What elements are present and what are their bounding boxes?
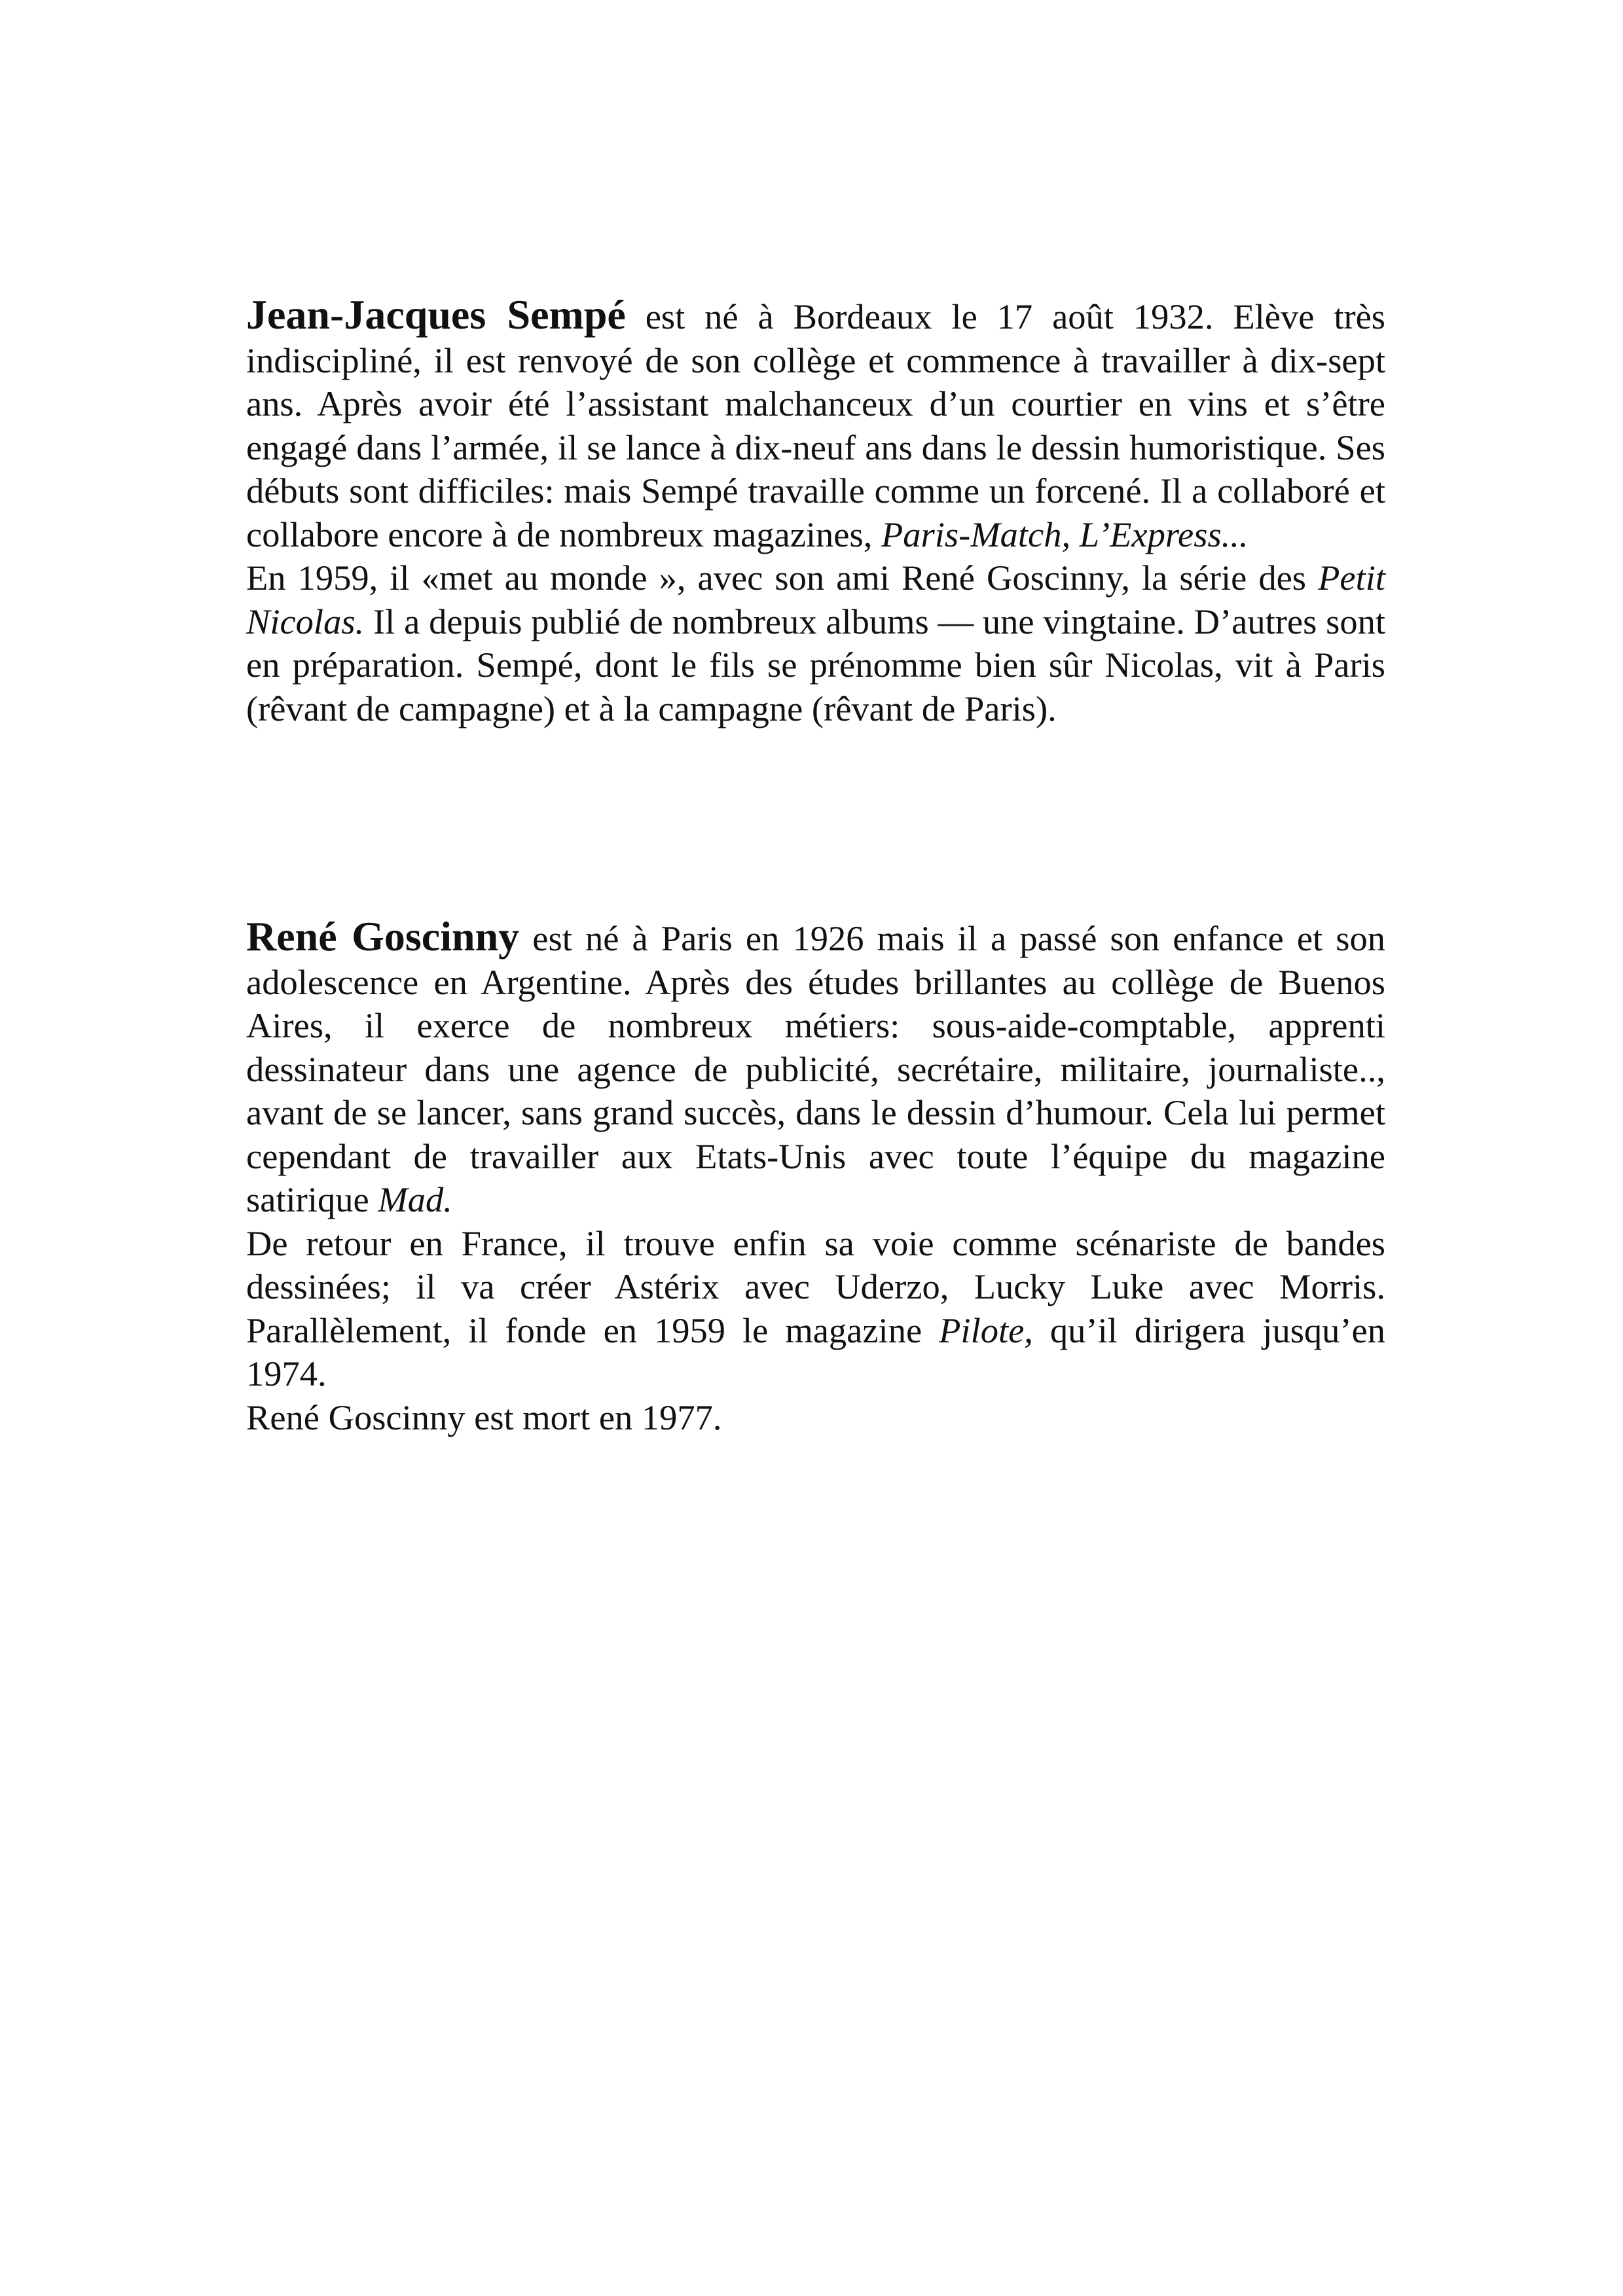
petit-nicolas-title: Petit Nicolas. bbox=[246, 558, 1385, 641]
sempe-magazines: Paris-Match, L’Express... bbox=[881, 514, 1249, 554]
goscinny-p3-text: René Goscinny est mort en 1977. bbox=[246, 1397, 722, 1437]
sempe-p1-text: est né à Bordeaux le 17 août 1932. Elève très indiscipliné, il est renvoyé de son collège et commence à travailler à dix-sept ans. Après avoir été l’assistant malchanceux d’un courtier en vins et s’être engagé dans l’armée, il se lance à dix-neuf ans dans le dessin humoristique. Ses débuts sont difficiles: mais Sempé travaille comme un forcené. Il a collaboré et collabore encore à de nombreux magazines, bbox=[246, 296, 1386, 554]
sempe-p2-text-1: En 1959, il «met au monde », avec son ami René Goscinny, la série des bbox=[246, 558, 1319, 598]
goscinny-paragraph-2 bbox=[246, 1222, 1385, 1396]
sempe-paragraph-2 bbox=[246, 556, 1385, 730]
sempe-name: Jean-Jacques Sempé bbox=[246, 291, 626, 338]
sempe-paragraph-1 bbox=[246, 293, 1385, 556]
goscinny-name: René Goscinny bbox=[246, 913, 520, 960]
pilote-magazine: Pilote, bbox=[939, 1310, 1033, 1350]
bio-goscinny bbox=[246, 915, 1385, 1439]
mad-magazine: Mad. bbox=[378, 1179, 452, 1219]
goscinny-p2-text-1: De retour en France, il trouve enfin sa voie comme scénariste de bandes dessinées; il va créer Astérix avec Uderzo, Lucky Luke avec Morris. Parallèlement, il fonde en 1959 le magazine bbox=[246, 1223, 1385, 1350]
goscinny-p1-text: est né à Paris en 1926 mais il a passé son enfance et son adolescence en Argentine. Après des études brillantes au collège de Buenos Aires, il exerce de nombreux métiers: sous-aide-comptable, apprenti dessinateur dans une agence de publicité, secrétaire, militaire, journaliste.., avant de se lancer, sans grand succès, dans le dessin d’humour. Cela lui permet cependant de travailler aux Etats-Unis avec toute l’équipe du magazine satirique bbox=[246, 918, 1385, 1219]
sempe-p2-text-2: Il a depuis publié de nombreux albums — une vingtaine. D’autres sont en préparation. Sempé, dont le fils se prénomme bien sûr Nicolas, vit à Paris (rêvant de campagne) et à la campagne (rêvant de Paris). bbox=[246, 601, 1385, 728]
goscinny-paragraph-3 bbox=[246, 1396, 1385, 1440]
goscinny-paragraph-1 bbox=[246, 915, 1385, 1222]
bio-sempe bbox=[246, 293, 1385, 730]
goscinny-p2-text-2: qu’il dirigera jusqu’en 1974. bbox=[246, 1310, 1385, 1393]
